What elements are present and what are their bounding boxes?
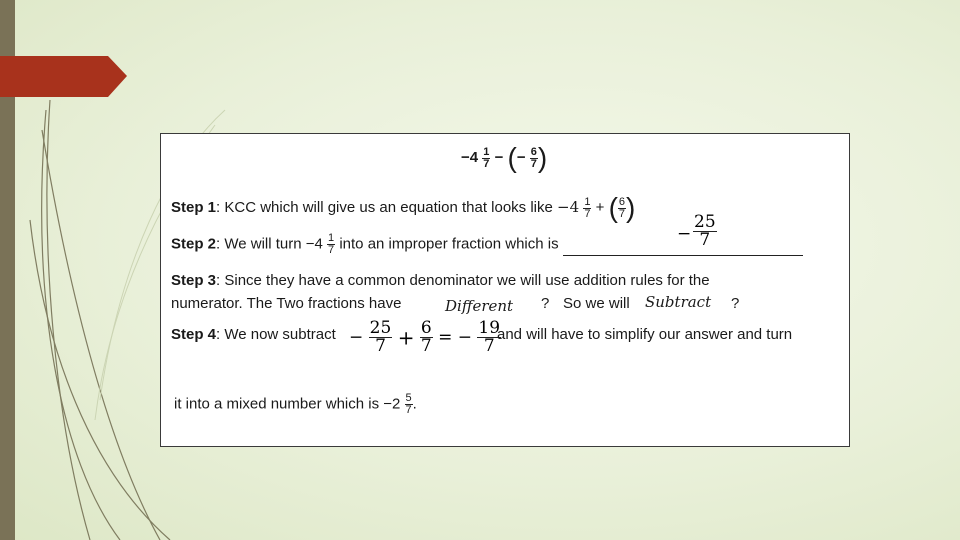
step-2-text-b: into an improper fraction which is (335, 235, 563, 253)
step-1-paren-fraction (618, 197, 626, 220)
problem-op: − (494, 148, 504, 166)
step-1-paren-den: 7 (618, 207, 626, 220)
step-4-equation (349, 320, 501, 355)
step-2-label: Step 2 (171, 235, 217, 253)
problem-den: 7 (483, 157, 490, 170)
step-2-answer-sign: − (677, 224, 692, 244)
step-1-left-paren: ( (608, 192, 618, 223)
step-4-f2-den: 7 (420, 336, 432, 356)
step-3-text-c: So we will (563, 295, 630, 312)
step-4-equals: = − (438, 327, 473, 348)
step-4-text-c: it into a mixed number which is (174, 395, 384, 413)
red-arrow-tab (0, 56, 127, 97)
step-4-final-num: 5 (405, 392, 412, 404)
problem-inner-sign: − (516, 148, 526, 166)
problem-num: 1 (483, 145, 490, 158)
step-1-num: 1 (584, 195, 591, 208)
problem-inner-num: 6 (530, 145, 537, 158)
step-4-f3-num: 19 (478, 318, 501, 338)
step-1-fraction (583, 197, 591, 220)
step-1-den: 7 (584, 207, 591, 220)
problem-fraction (482, 147, 490, 170)
step-4-final-whole: −2 (383, 395, 401, 413)
problem-whole: 4 (469, 148, 479, 166)
step-4-f1-num: 25 (369, 318, 392, 338)
step-3-question-mark-2: ? (731, 295, 740, 312)
step-1-plus: + (595, 198, 605, 216)
step-4-final-fraction (405, 393, 413, 416)
step-3-line-1 (171, 272, 710, 289)
step-3-answer-2: Subtract (645, 293, 712, 311)
step-4-f1-sign: − (349, 327, 364, 348)
step-1-paren-num: 6 (618, 195, 626, 208)
step-2-den: 7 (328, 244, 335, 256)
step-2-answer-num: 25 (694, 212, 716, 232)
step-4-plus: + (397, 325, 415, 350)
step-1-line (171, 192, 635, 224)
step-3-answer-1: Different (445, 297, 514, 315)
step-4-fraction-2 (420, 320, 433, 355)
problem-inner-den: 7 (530, 157, 537, 170)
step-4-f1-den: 7 (375, 336, 386, 356)
step-4-text-b: and will have to simplify our answer and turn (497, 326, 793, 343)
step-1-label: Step 1 (171, 198, 217, 216)
step-4-final-den: 7 (405, 404, 412, 416)
step-4-fraction-1 (369, 320, 393, 355)
step-4-f2-num: 6 (420, 318, 432, 338)
left-paren: ( (507, 142, 517, 173)
step-4-f3-den: 7 (483, 336, 495, 356)
step-1-text: : KCC which will give us an equation that looks like (216, 198, 558, 216)
step-3-text-a: : Since they have a common denominator we will use addition rules for the (216, 272, 710, 289)
step-2-num: 1 (328, 232, 335, 244)
step-4-text-a: : We now subtract (216, 326, 336, 343)
step-1-right-paren: ) (626, 192, 636, 223)
problem-expression (461, 142, 547, 174)
problem-sign: − (461, 148, 470, 166)
step-4-period: . (412, 395, 417, 413)
step-3-line-2 (171, 295, 401, 312)
step-4-line-2 (174, 393, 417, 416)
step-3-text-b: numerator. The Two fractions have (171, 295, 402, 312)
step-2-answer-den: 7 (699, 230, 711, 250)
step-2-fraction (327, 233, 335, 256)
step-1-neg-whole: −4 (557, 197, 580, 216)
step-2-answer-fraction (693, 214, 717, 249)
step-3-label: Step 3 (171, 272, 217, 289)
step-4-label: Step 4 (171, 326, 217, 343)
step-4-line (171, 326, 336, 343)
step-2-neg-whole: −4 (305, 235, 323, 253)
step-2-text-a: : We will turn (216, 235, 306, 253)
worked-example-panel (160, 133, 850, 447)
problem-inner-fraction (530, 147, 538, 170)
right-paren: ) (537, 142, 548, 173)
step-3-question-mark-1: ? (541, 295, 550, 312)
